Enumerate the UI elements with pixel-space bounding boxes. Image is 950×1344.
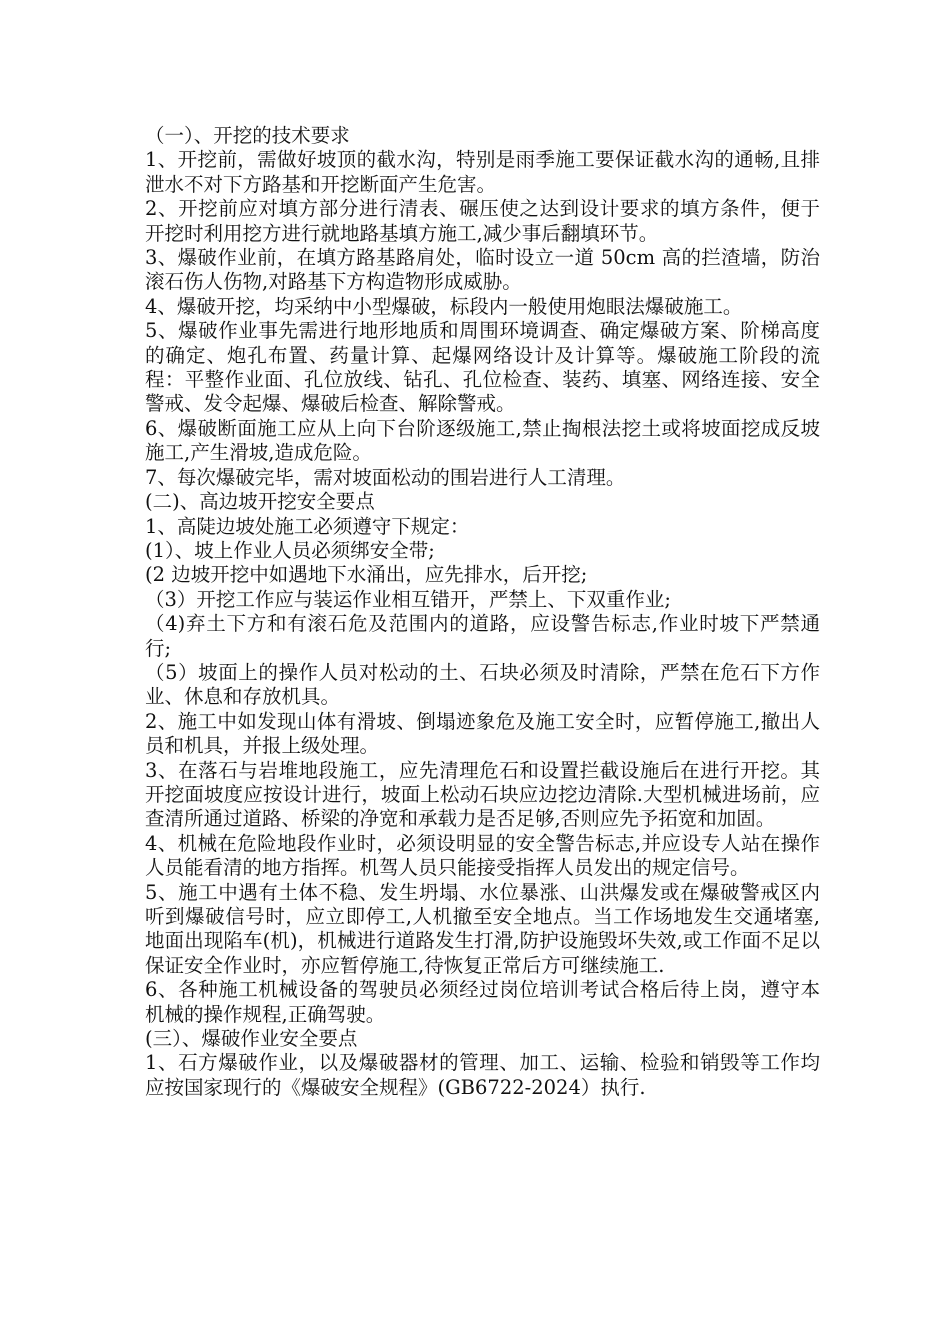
paragraph: 7、每次爆破完毕，需对坡面松动的围岩进行人工清理。 (145, 465, 626, 489)
paragraph: 5、爆破作业事先需进行地形地质和周围环境调查、确定爆破方案、阶梯高度的确定、炮孔布置、药量计算、起爆网络设计及计算等。爆破施工阶段的流程：平整作业面、孔位放线、钻孔、孔位检查、装药、填塞、网络连接、安全警戒、发令起爆、爆破后检查、解除警戒。 (145, 319, 820, 416)
paragraph: 1、高陡边坡处施工必须遵守下规定： (145, 514, 470, 538)
paragraph: 4、机械在危险地段作业时，必须设明显的安全警告标志,并应设专人站在操作人员能看清的地方指挥。机驾人员只能接受指挥人员发出的规定信号。 (145, 831, 820, 880)
paragraph: 3、爆破作业前，在填方路基路肩处，临时设立一道 50cm 高的拦渣墙，防治滚石伤人伤物,对路基下方构造物形成威胁。 (145, 246, 820, 294)
paragraph: （4)弃土下方和有滚石危及范围内的道路，应设警告标志,作业时坡下严禁通行; (145, 612, 820, 660)
paragraph: 2、开挖前应对填方部分进行清表、碾压使之达到设计要求的填方条件，便于开挖时利用挖方进行就地路基填方施工,减少事后翻填环节。 (145, 197, 820, 245)
paragraph: 6、各种施工机械设备的驾驶员必须经过岗位培训考试合格后待上岗，遵守本机械的操作规程,正确驾驶。 (145, 978, 820, 1026)
document-body (145, 124, 820, 1100)
paragraph: 2、施工中如发现山体有滑坡、倒塌迹象危及施工安全时，应暂停施工,撤出人员和机具，并报上级处理。 (145, 709, 820, 758)
paragraph: 6、爆破断面施工应从上向下台阶逐级施工,禁止掏根法挖土或将坡面挖成反坡施工,产生滑坡,造成危险。 (145, 416, 820, 465)
paragraph: 4、爆破开挖，均采纳中小型爆破，标段内一般使用炮眼法爆破施工。 (145, 294, 743, 318)
paragraph: 1、石方爆破作业，以及爆破器材的管理、加工、运输、检验和销毁等工作均应按国家现行的《爆破安全规程》(GB6722-2024）执行. (145, 1051, 820, 1099)
paragraph: （3）开挖工作应与装运作业相互错开，严禁上、下双重作业; (145, 587, 671, 611)
paragraph: (2 边坡开挖中如遇地下水涌出，应先排水，后开挖; (145, 563, 588, 587)
paragraph: 3、在落石与岩堆地段施工，应先清理危石和设置拦截设施后在进行开挖。其开挖面坡度应按设计进行，坡面上松动石块应边挖边清除.大型机械进场前，应查清所通过道路、桥梁的净宽和承载力是否足够,否则应先予拓宽和加固。 (145, 758, 820, 831)
section-heading-3: (三）、爆破作业安全要点 (145, 1027, 358, 1051)
paragraph: （5）坡面上的操作人员对松动的土、石块必须及时清除，严禁在危石下方作业、休息和存放机具。 (145, 660, 820, 709)
paragraph: 1、开挖前，需做好坡顶的截水沟，特别是雨季施工要保证截水沟的通畅,且排泄水不对下方路基和开挖断面产生危害。 (145, 148, 820, 196)
section-heading-1: （一）、开挖的技术要求 (145, 124, 350, 147)
paragraph: (1）、坡上作业人员必须绑安全带; (145, 538, 435, 562)
section-heading-2: (二)、高边坡开挖安全要点 (145, 490, 375, 514)
paragraph: 5、施工中遇有土体不稳、发生坍塌、水位暴涨、山洪爆发或在爆破警戒区内听到爆破信号时，应立即停工,人机撤至安全地点。当工作场地发生交通堵塞,地面出现陷车(机)，机械进行道路发生打滑,防护设施毁坏失效,或工作面不足以保证安全作业时，亦应暂停施工,待恢复正常后方可继续施工. (145, 880, 820, 977)
